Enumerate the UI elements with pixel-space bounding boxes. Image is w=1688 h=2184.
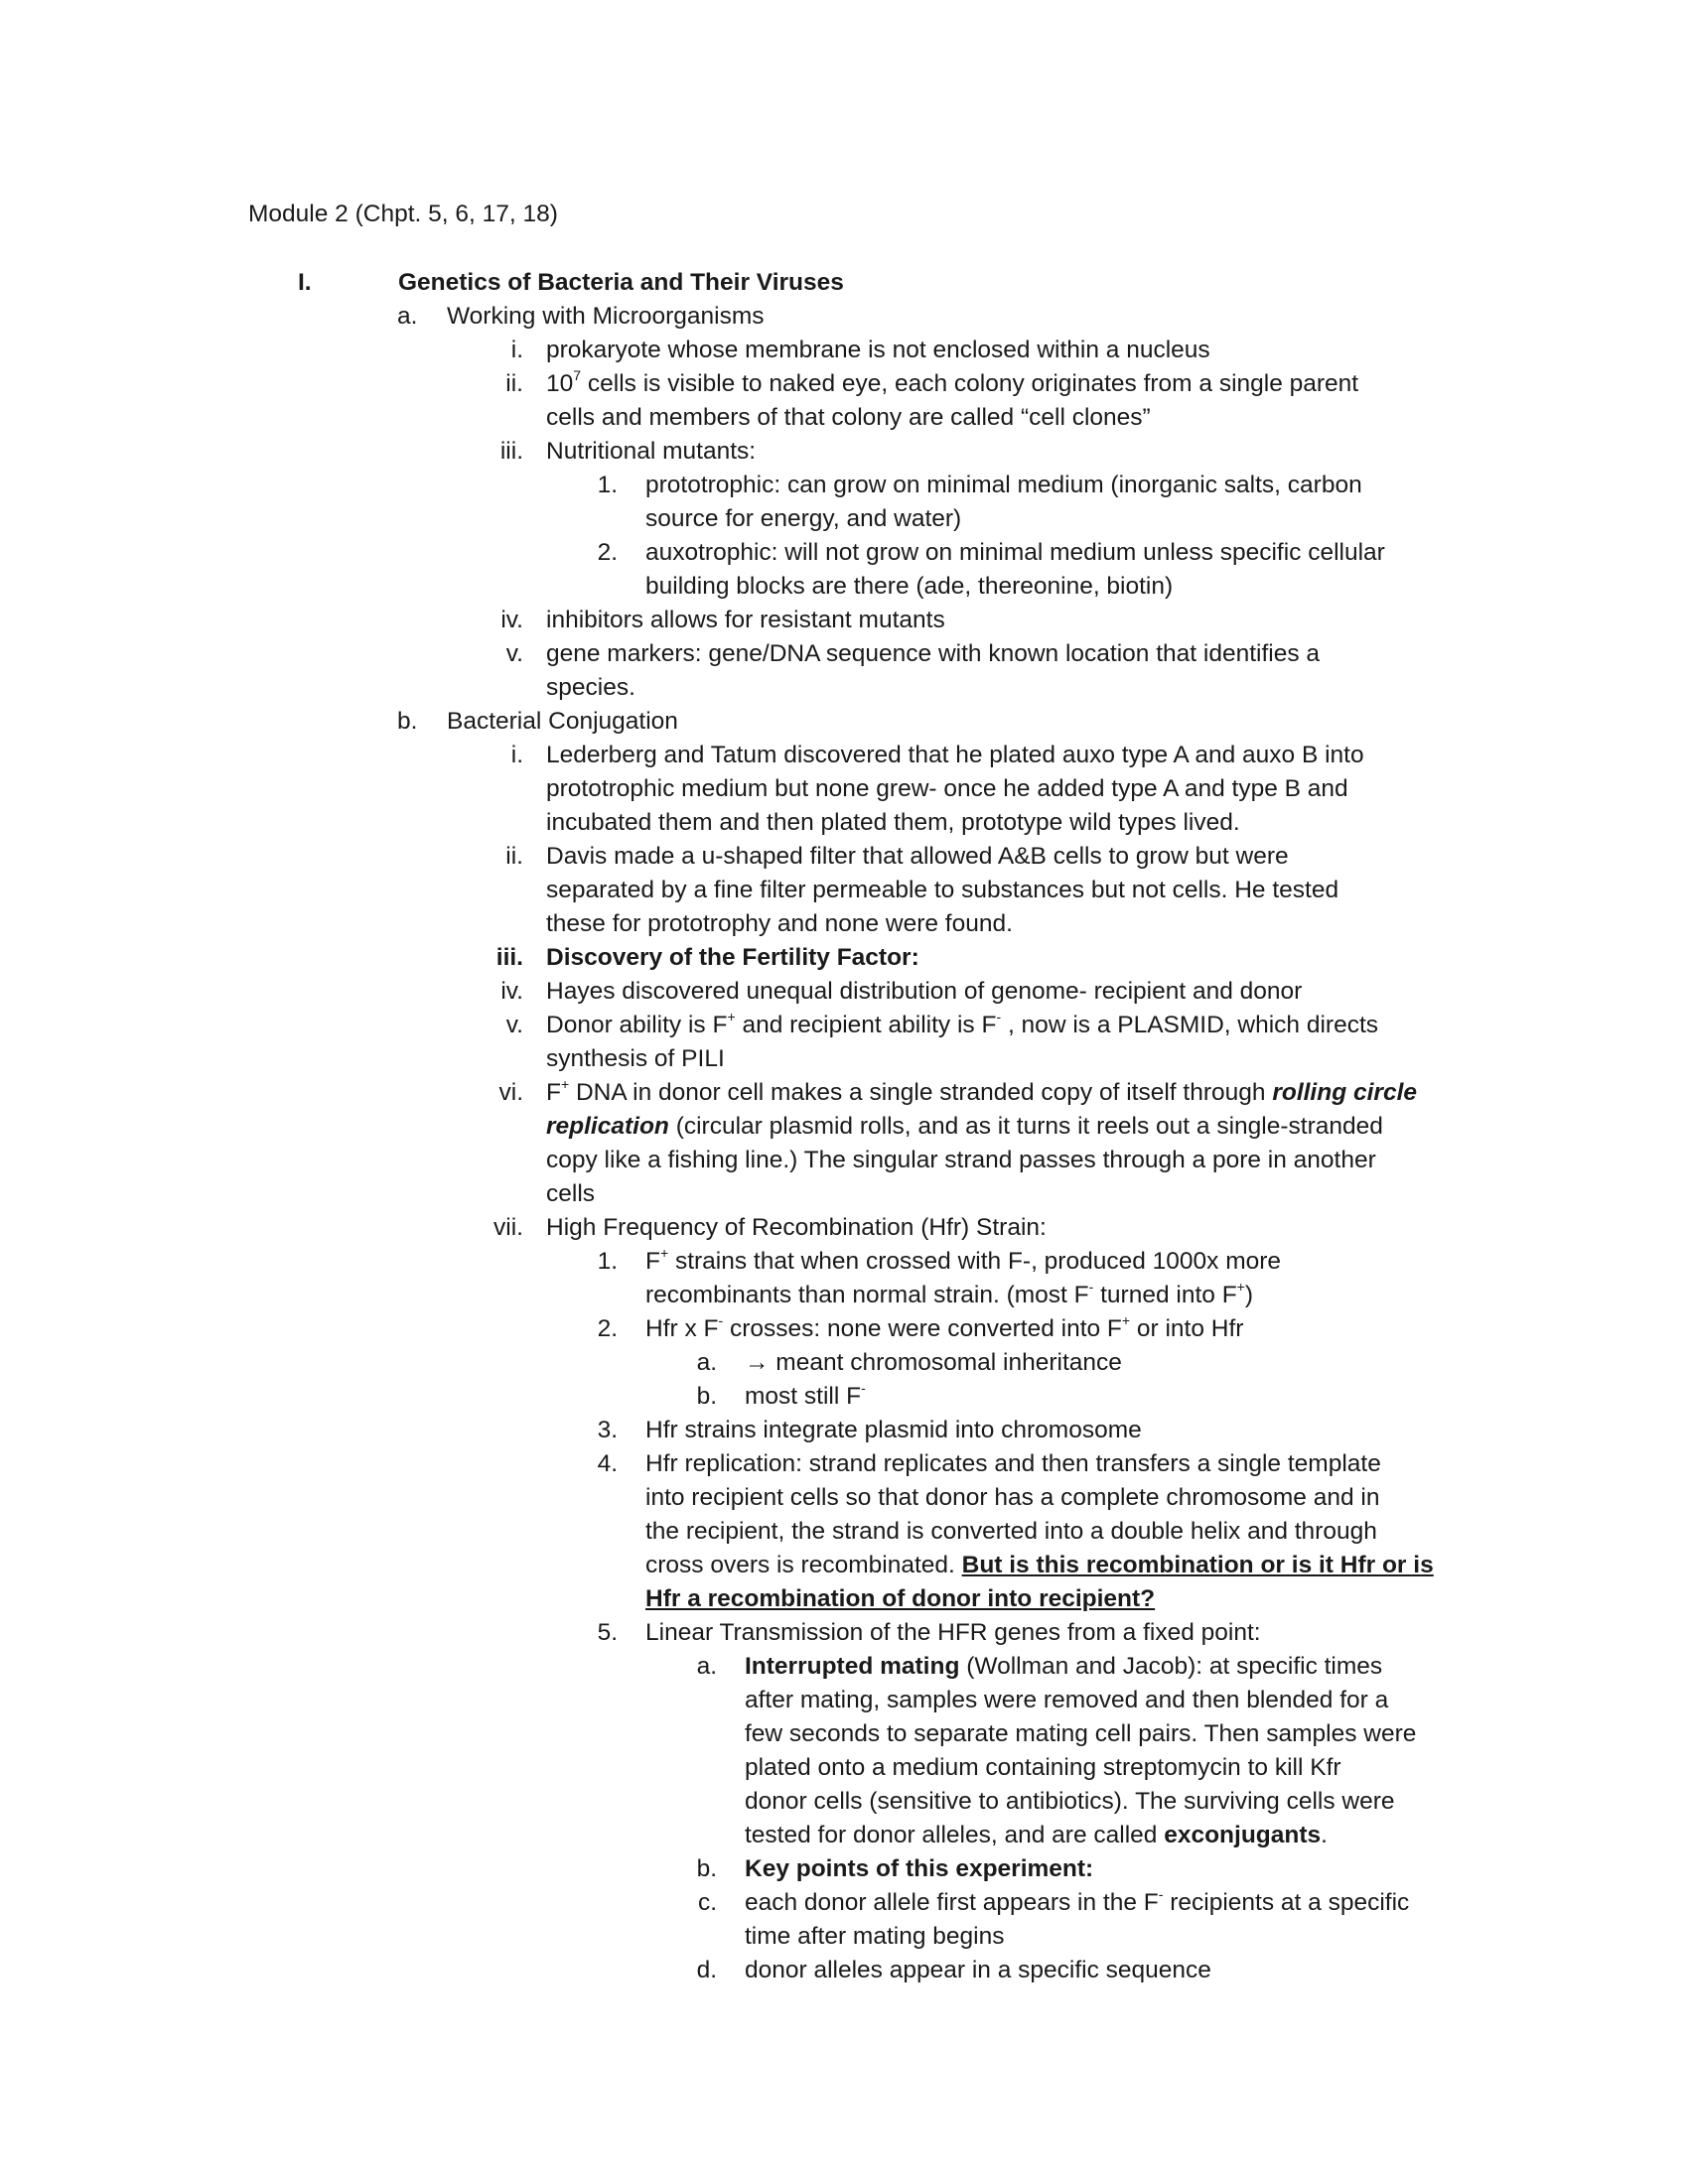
list-marker: i.: [510, 742, 523, 768]
list-item: Key points of this experiment:: [745, 1855, 1094, 1882]
list-item: → meant chromosomal inheritance: [745, 1349, 1122, 1376]
list-marker: a.: [397, 303, 418, 330]
list-item: prokaryote whose membrane is not enclosed within a nucleus: [546, 337, 1210, 363]
subsection-title: Bacterial Conjugation: [447, 708, 678, 735]
list-item: Hayes discovered unequal distribution of genome- recipient and donor: [546, 978, 1303, 1005]
list-item: auxotrophic: will not grow on minimal medium unless specific cellular: [645, 539, 1385, 566]
list-item: Hfr strains integrate plasmid into chromosome: [645, 1417, 1142, 1443]
list-item-continuation: copy like a fishing line.) The singular strand passes through a pore in another: [546, 1147, 1376, 1173]
list-item: Davis made a u-shaped filter that allowed A&B cells to grow but were: [546, 843, 1289, 870]
list-item: gene markers: gene/DNA sequence with known location that identifies a: [546, 640, 1321, 667]
list-item-continuation: cells and members of that colony are called “cell clones”: [546, 404, 1151, 431]
list-item: Interrupted mating (Wollman and Jacob): at specific times: [745, 1653, 1383, 1680]
list-item: donor alleles appear in a specific sequence: [745, 1957, 1211, 1983]
list-marker: a.: [696, 1653, 717, 1680]
list-item: each donor allele first appears in the F- recipients at a specific: [745, 1885, 1410, 1916]
list-marker: b.: [696, 1855, 717, 1882]
list-item-continuation: the recipient, the strand is converted into a double helix and through: [645, 1518, 1377, 1545]
list-marker: 1.: [597, 1248, 618, 1275]
list-marker: 4.: [597, 1450, 618, 1477]
list-marker: 3.: [597, 1417, 618, 1443]
list-marker: vii.: [493, 1214, 523, 1241]
list-item: Nutritional mutants:: [546, 438, 757, 465]
list-item-continuation: Hfr a recombination of donor into recipient?: [645, 1585, 1156, 1612]
section-title: Genetics of Bacteria and Their Viruses: [398, 269, 844, 296]
list-item-continuation: plated onto a medium containing streptomycin to kill Kfr: [745, 1754, 1341, 1781]
list-marker: 2.: [597, 1315, 618, 1342]
list-marker: i.: [510, 337, 523, 363]
module-header: Module 2 (Chpt. 5, 6, 17, 18): [248, 201, 558, 227]
list-item-continuation: after mating, samples were removed and then blended for a: [745, 1687, 1389, 1713]
list-marker: v.: [505, 640, 523, 667]
list-item: Hfr replication: strand replicates and then transfers a single template: [645, 1450, 1381, 1477]
list-item: inhibitors allows for resistant mutants: [546, 607, 945, 633]
list-item-continuation: separated by a fine filter permeable to substances but not cells. He tested: [546, 877, 1339, 903]
list-item-continuation: incubated them and then plated them, prototype wild types lived.: [546, 809, 1240, 836]
list-item-continuation: into recipient cells so that donor has a complete chromosome and in: [645, 1484, 1380, 1511]
list-marker: d.: [696, 1957, 717, 1983]
list-item-continuation: cells: [546, 1180, 596, 1207]
list-item: High Frequency of Recombination (Hfr) Strain:: [546, 1214, 1047, 1241]
list-marker: ii.: [505, 843, 523, 870]
list-item: most still F-: [745, 1379, 866, 1410]
list-item: Lederberg and Tatum discovered that he plated auxo type A and auxo B into: [546, 742, 1364, 768]
list-item: Donor ability is F+ and recipient ability is F- , now is a PLASMID, which directs: [546, 1008, 1379, 1038]
list-item-continuation: source for energy, and water): [645, 505, 962, 532]
list-item-continuation: tested for donor alleles, and are called exconjugants.: [745, 1822, 1328, 1848]
list-item-continuation: cross overs is recombinated. But is this recombination or is it Hfr or is: [645, 1552, 1434, 1578]
list-item: F+ DNA in donor cell makes a single stranded copy of itself through rolling circle: [546, 1075, 1417, 1106]
list-marker: 2.: [597, 539, 618, 566]
list-item-continuation: these for prototrophy and none were found.: [546, 910, 1013, 937]
list-item-continuation: synthesis of PILI: [546, 1045, 725, 1072]
list-item-continuation: donor cells (sensitive to antibiotics). The surviving cells were: [745, 1788, 1395, 1815]
subsection-title: Working with Microorganisms: [447, 303, 765, 330]
list-item: Linear Transmission of the HFR genes from a fixed point:: [645, 1619, 1261, 1646]
list-marker: 5.: [597, 1619, 618, 1646]
list-marker: b.: [696, 1383, 717, 1410]
list-item: Discovery of the Fertility Factor:: [546, 944, 919, 971]
list-item-continuation: prototrophic medium but none grew- once he added type A and type B and: [546, 775, 1348, 802]
section-marker: I.: [298, 269, 312, 296]
list-marker: vi.: [498, 1079, 523, 1106]
list-item-continuation: replication (circular plasmid rolls, and as it turns it reels out a single-stranded: [546, 1113, 1383, 1140]
list-item-continuation: building blocks are there (ade, thereonine, biotin): [645, 573, 1174, 600]
list-item: prototrophic: can grow on minimal medium (inorganic salts, carbon: [645, 472, 1362, 498]
list-marker: 1.: [597, 472, 618, 498]
list-item: Hfr x F- crosses: none were converted into F+ or into Hfr: [645, 1311, 1244, 1342]
list-item: $10^7$ cells is visible to naked eye, each colony originates from a single parent: [546, 366, 1359, 397]
list-item: F+ strains that when crossed with F-, produced 1000x more: [645, 1244, 1282, 1275]
list-item-continuation: few seconds to separate mating cell pairs. Then samples were: [745, 1720, 1417, 1747]
list-item-continuation: time after mating begins: [745, 1923, 1005, 1950]
list-marker: iv.: [500, 978, 523, 1005]
list-marker: iii.: [499, 438, 523, 465]
list-marker: b.: [397, 708, 418, 735]
list-marker: iii.: [495, 944, 523, 971]
list-marker: ii.: [505, 370, 523, 397]
list-marker: c.: [697, 1889, 717, 1916]
list-marker: v.: [505, 1012, 523, 1038]
list-item-continuation: recombinants than normal strain. (most F- turned into F+): [645, 1278, 1254, 1308]
list-marker: a.: [696, 1349, 717, 1376]
list-item-continuation: species.: [546, 674, 635, 701]
list-marker: iv.: [500, 607, 523, 633]
